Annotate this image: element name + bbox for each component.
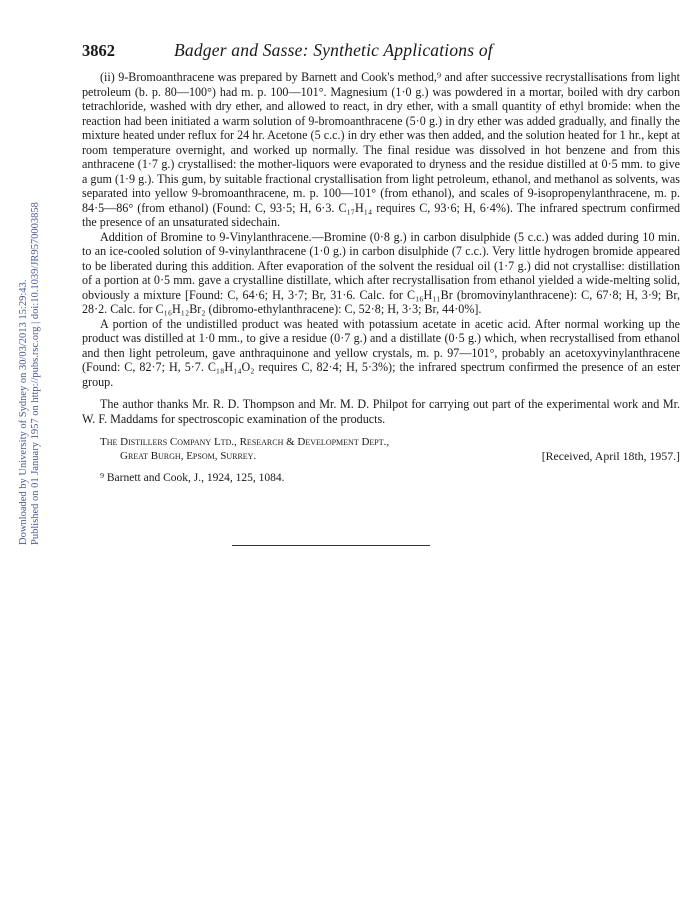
page-number: 3862 [82,41,115,60]
end-rule [232,545,430,546]
download-info-sidebar [0,0,41,912]
paragraph-bromoanthracene: (ii) 9-Bromoanthracene was prepared by Barnett and Cook's method,⁹ and after successive recrystallisations from light petroleum (b. p. 80—100°) had m. p. 100—101°. Magnesium (1·0 g.) was powdered in a mortar, boiled with dry carbon tetrachloride, washed with dry ether, and allowed to react, in dry ether, with a small quantity of ethyl bromide: when the reaction had been initiated a warm solution of 9-bromoanthracene (5·0 g.) in dry ether was added gradually, and finally the mixture heated under reflux for 24 hr. Acetone (5 c.c.) in dry ether was then added, and the solution heated for 1 hr., kept at room temperature overnight, and worked up normally. The final residue was dissolved in hot benzene and from this anthracene (1·7 g.) crystallised: the mother-liquors were evaporated to dryness and the residue distilled at 0·5 mm. to give a gum (1·9 g.). This gum, by suitable fractional crystallisation from light petroleum, ethanol, and methanol as solvents, was separated into yellow 9-bromoanthracene, m. p. 100—101° (from ethanol), and scales of 9-isopropenylanthracene, m. p. 84·5—86° (from ethanol) (Found: C, 93·5; H, 6·3. C₁₇H₁₄ requires C, 93·6; H, 6·4%). The infrared spectrum confirmed the presence of an unsaturated sidechain. [82,70,680,229]
page-header [82,40,680,70]
received-date: [Received, April 18th, 1957.] [541,449,680,463]
paragraph-undistilled-product: A portion of the undistilled product was heated with potassium acetate in acetic acid. After normal working up the product was distilled at 1·0 mm., to give a residue (0·7 g.) and a distillate (0·5 g.) which, when recrystallised from ethanol and then light petroleum, gave anthraquinone and yellow crystals, m. p. 97—101°, probably an acetoxyvinylanthracene (Found: C, 82·7; H, 5·7. C₁₈H₁₄O₂ requires C, 82·4; H, 5·3%); the infrared spectrum confirmed the presence of an ester group. [82,316,680,389]
affiliation-block [82,435,680,463]
affiliation-line-1: The Distillers Company Ltd., Research & Development Dept., [100,436,390,448]
affiliation-line-2: Great Burgh, Epsom, Surrey. [120,450,257,462]
paragraph-acknowledgements: The author thanks Mr. R. D. Thompson and Mr. M. D. Philpot for carrying out part of the experimental work and Mr. W. F. Maddams for spectroscopic examination of the products. [82,397,680,426]
paragraph-bromine-addition: Addition of Bromine to 9-Vinylanthracene.—Bromine (0·8 g.) in carbon disulphide (5 c.c.) was added during 10 min. to an ice-cooled solution of 9-vinylanthracene (1·0 g.) in carbon disulphide (7 c.c.). Very little hydrogen bromide appeared to be liberated during this addition. After evaporation of the solvent the residual oil (1·7 g.) did not crystallise: distillation of a portion at 0·5 mm. gave a crystalline distillate, which after recrystallisation from ethanol yielded a wide-melting solid, obviously a mixture [Found: C, 64·6; H, 3·7; Br, 31·6. Calc. for C₁₆H₁₁Br (bromovinylanthracene): C, 67·8; H, 3·9; Br, 28·2. Calc. for C₁₆H₁₂Br₂ (dibromo-ethylanthracene): C, 52·8; H, 3·3; Br, 44·0%]. [82,229,680,316]
running-title: Badger and Sasse: Synthetic Applications of [174,40,493,60]
download-info-line-2: Downloaded by University of Sydney on 30/03/2013 15:29:43. [18,279,29,545]
download-info-line-1[interactable]: Published on 01 January 1957 on http://pubs.rsc.org | doi:10.1039/JR9570003858 [30,202,41,545]
article-page [82,40,680,484]
affiliation-line-2-row [82,449,680,463]
footnote-9: ⁹ Barnett and Cook, J., 1924, 125, 1084. [100,472,285,484]
download-info-text [18,202,42,545]
article-body [82,70,680,426]
